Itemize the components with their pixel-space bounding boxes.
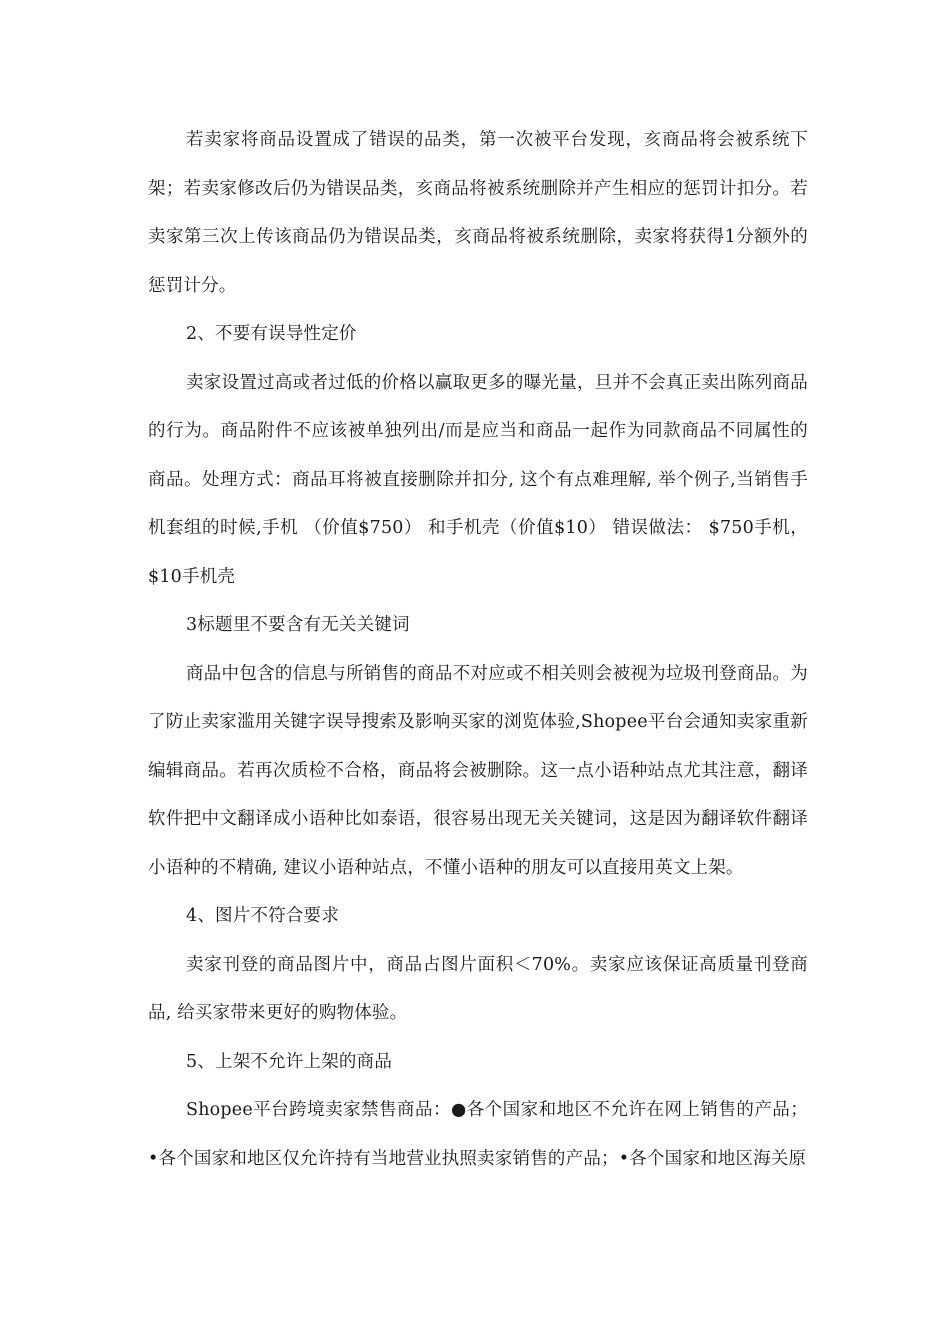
paragraph-wrong-category: 若卖家将商品设置成了错误的品类，第一次被平台发现，亥商品将会被系统下架；若卖家修改后仍为错误品类，亥商品将被系统删除并产生相应的惩罚计扣分。若卖家第三次上传该商品仍为错误品类，亥商品将被系统删除，卖家将获得1分额外的惩罚计分。 [148,130,808,296]
section-heading-image-requirements: 4、图片不符合要求 [186,906,339,926]
paragraph-image-requirements: 卖家刊登的商品图片中，商品占图片面积＜70%。卖家应该保证高质量刊登商品, 给买家带来更好的购物体验。 [148,954,808,1023]
paragraph-misleading-price: 卖家设置过高或者过低的价格以赢取更多的曝光量，旦并不会真正卖出陈列商品的行为。商品附件不应该被单独列出/而是应当和商品一起作为同款商品不同属性的商品。处理方式：商品耳将被直接删除并扣分, 这个有点难理解, 举个例子,当销售手机套组的时候,手机 （价值$750） 和手机壳（价值$10） 错误做法： $750手机，$10手机壳 [148,372,808,587]
section-heading-prohibited-items: 5、上架不允许上架的商品 [186,1051,393,1072]
section-heading-misleading-price: 2、不要有误导性定价 [186,324,357,344]
paragraph-prohibited-items: Shopee平台跨境卖家禁售商品：●各个国家和地区不允许在网上销售的产品；•各个国家和地区仅允许持有当地营业执照卖家销售的产品；•各个国家和地区海关原 [148,1100,808,1169]
section-heading-irrelevant-keywords: 3标题里不要含有无关关键词 [186,615,410,635]
paragraph-irrelevant-keywords: 商品中包含的信息与所销售的商品不对应或不相关则会被视为垃圾刊登商品。为了防止卖家滥用关键字误导搜索及影响买家的浏览体验,Shopee平台会通知卖家重新编辑商品。若再次质检不合格，商品将会被删除。这一点小语种站点尤其注意，翻译软件把中文翻译成小语种比如泰语，很容易出现无关关键词，这是因为翻译软件翻译小语种的不精确, 建议小语种站点，不懂小语种的朋友可以直接用英文上架。 [148,663,808,878]
document-body [148,116,808,1183]
